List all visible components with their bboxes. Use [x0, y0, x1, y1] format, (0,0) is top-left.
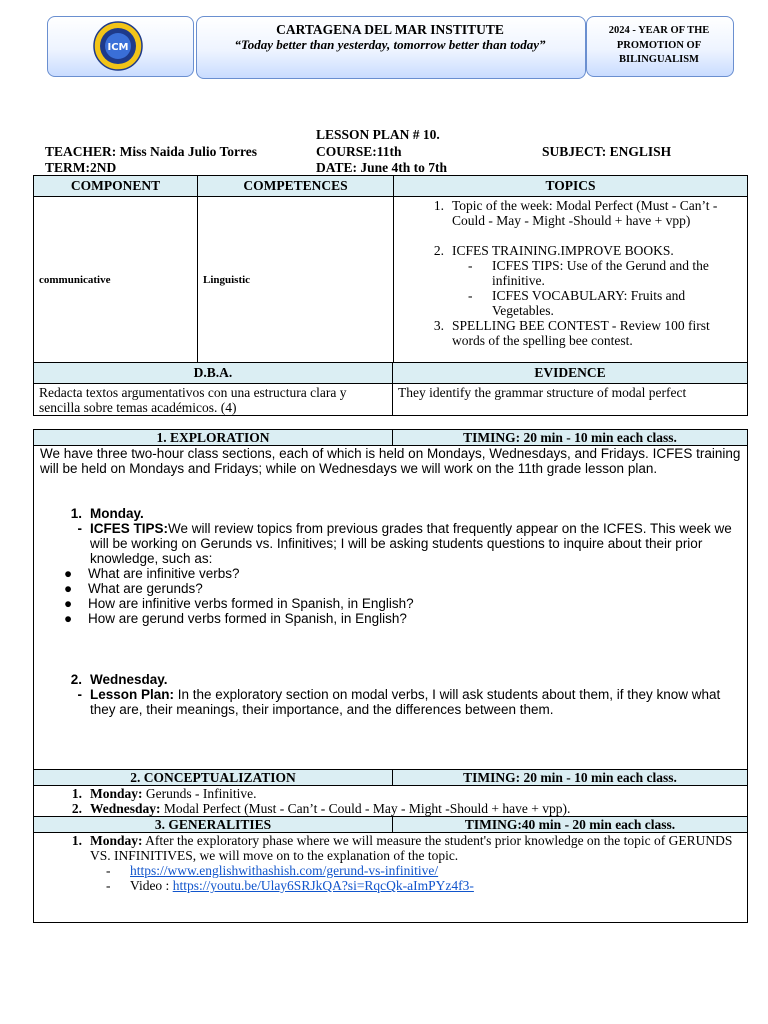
date: DATE: June 4th to 7th — [316, 160, 448, 175]
exploration-header: 1. EXPLORATION — [34, 430, 393, 446]
resource-link-item: - https://www.englishwithashish.com/gerund-vs-infinitive/ — [106, 863, 439, 878]
gerund-article-link[interactable]: https://www.englishwithashish.com/gerund-vs-infinitive/ — [130, 863, 439, 878]
wednesday-heading: 2. Wednesday. — [70, 672, 168, 687]
evidence-header: EVIDENCE — [393, 363, 748, 384]
year-line-2: PROMOTION OF — [616, 39, 702, 51]
dba-text: Redacta textos argumentativos con una estructura clara y sencilla sobre temas académicos. (4) — [34, 384, 393, 416]
institute-name: CARTAGENA DEL MAR INSTITUTE — [276, 22, 504, 37]
topic-subitem: - ICFES VOCABULARY: Fruits and Vegetables. — [468, 288, 686, 318]
term: TERM:2ND — [45, 160, 117, 175]
topic-subitem: - ICFES TIPS: Use of the Gerund and the infinitive. — [468, 258, 709, 288]
dba-table — [33, 362, 748, 416]
competences-header: COMPETENCES — [198, 176, 394, 197]
exploration-intro: We have three two-hour class sections, each of which is held on Mondays, Wednesdays, and Fridays. ICFES training will be held on Mondays and Fridays; while on Wednesdays we will work on the 11th grade lesson plan. — [40, 446, 741, 476]
component-header: COMPONENT — [34, 176, 198, 197]
video-link[interactable]: https://youtu.be/Ulay6SRJkQA?si=RqcQk-aImPYz4f3- — [172, 878, 474, 893]
logo-box — [47, 16, 194, 77]
dba-header: D.B.A. — [34, 363, 393, 384]
question-item: ● How are gerund verbs formed in Spanish, in English? — [64, 611, 407, 626]
evidence-text: They identify the grammar structure of modal perfect — [393, 384, 748, 416]
topic-item: 1. Topic of the week: Modal Perfect (Must - Can’t - Could - May - Might -Should + have + vpp) — [433, 198, 718, 228]
generalities-item: 1. Monday: After the exploratory phase where we will measure the student's prior knowledge on the topic of GERUNDS VS. INFINITIVES, we will move on to the explanation of the topic. — [71, 833, 733, 863]
seal-text: ICM — [107, 42, 129, 53]
year-banner — [590, 24, 728, 68]
lesson-plan-title: LESSON PLAN # 10. — [316, 127, 440, 142]
institute-motto: “Today better than yesterday, tomorrow better than today” — [234, 37, 546, 52]
topics-header: TOPICS — [394, 176, 748, 197]
generalities-timing: TIMING:40 min - 20 min each class. — [393, 817, 748, 833]
conceptualization-header: 2. CONCEPTUALIZATION — [34, 770, 393, 786]
resource-video-item: - Video : https://youtu.be/Ulay6SRJkQA?si=RqcQk-aImPYz4f3- — [106, 878, 474, 893]
topic-item: 2. ICFES TRAINING.IMPROVE BOOKS. — [433, 243, 674, 258]
question-item: ● What are infinitive verbs? — [64, 566, 240, 581]
conceptualization-content — [34, 786, 748, 817]
icfes-tips: - ICFES TIPS:We will review topics from previous grades that frequently appear on the ICFES. This week we will be working on Gerunds vs. Infinitives; I will be asking students questions to inquire about their prior knowledge, such as: — [77, 521, 732, 566]
teacher-name: TEACHER: Miss Naida Julio Torres — [45, 144, 258, 159]
topics-cell — [394, 197, 748, 363]
component-value: communicative — [34, 197, 198, 363]
year-line-1: 2024 - YEAR OF THE — [608, 25, 710, 36]
exploration-content — [34, 446, 748, 770]
institute-seal-icon — [93, 21, 143, 71]
plan-table — [33, 175, 748, 363]
generalities-content — [34, 833, 748, 923]
competence-value: Linguistic — [198, 197, 394, 363]
subject: SUBJECT: ENGLISH — [542, 144, 672, 159]
question-item: ● How are infinitive verbs formed in Spanish, in English? — [64, 596, 414, 611]
monday-heading: 1. Monday. — [70, 506, 144, 521]
year-line-3: BILINGUALISM — [619, 54, 699, 65]
activities-table — [33, 429, 748, 923]
course: COURSE:11th — [316, 144, 402, 159]
concept-item: 1. Monday: Gerunds - Infinitive. — [71, 786, 257, 801]
conceptualization-timing: TIMING: 20 min - 10 min each class. — [393, 770, 748, 786]
lesson-plan-note: - Lesson Plan: In the exploratory section on modal verbs, I will ask students about them, if they know what they are, their meanings, their importance, and the differences between them. — [77, 687, 721, 717]
concept-item: 2. Wednesday: Modal Perfect (Must - Can’t - Could - May - Might -Should + have + vpp). — [71, 801, 571, 816]
generalities-header: 3. GENERALITIES — [34, 817, 393, 833]
topic-item: 3. SPELLING BEE CONTEST - Review 100 first words of the spelling bee contest. — [433, 318, 710, 348]
question-item: ● What are gerunds? — [64, 581, 203, 596]
exploration-timing: TIMING: 20 min - 10 min each class. — [393, 430, 748, 446]
